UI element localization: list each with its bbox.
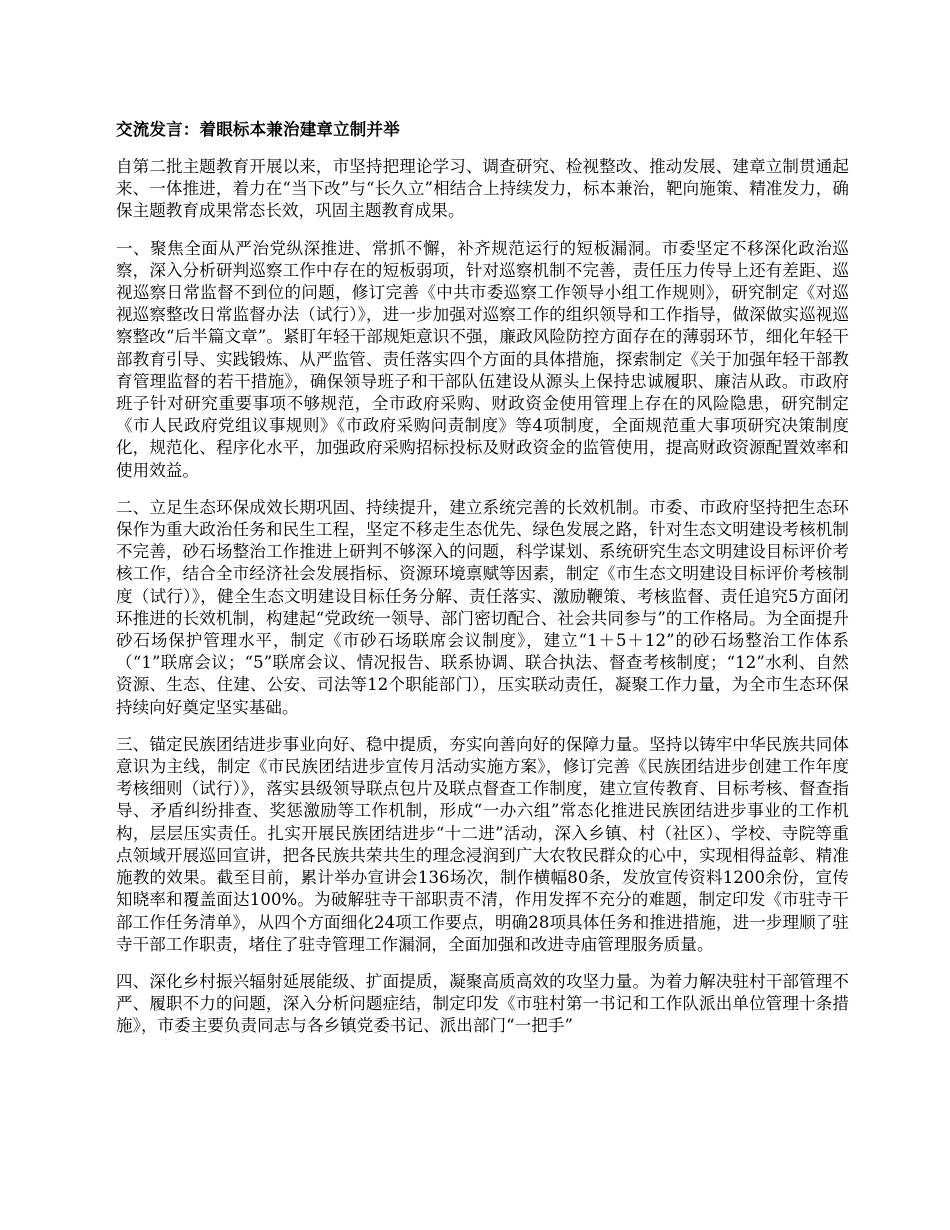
document-title: 交流发言：着眼标本兼治建章立制并举 [116,120,400,139]
paragraph-section-4: 四、深化乡村振兴辐射延展能级、扩面提质，凝聚高质高效的攻坚力量。为着力解决驻村干部管理不严、履职不力的问题，深入分析问题症结，制定印发《市驻村第一书记和工作队派出单位管理十条措施》，市委主要负责同志与各乡镇党委书记、派出部门“一把手” [116,971,849,1036]
paragraph-section-2: 二、立足生态环保成效长期巩固、持续提升，建立系统完善的长效机制。市委、市政府坚持把生态环保作为重大政治任务和民生工程，坚定不移走生态优先、绿色发展之路，针对生态文明建设考核机制不完善，砂石场整治工作推进上研判不够深入的问题，科学谋划、系统研究生态文明建设目标评价考核工作，结合全市经济社会发展指标、资源环境禀赋等因素，制定《市生态文明建设目标评价考核制度（试行）》，健全生态文明建设目标任务分解、责任落实、激励鞭策、考核监督、责任追究5方面闭环推进的长效机制，构建起“党政统一领导、部门密切配合、社会共同参与”的工作格局。为全面提升砂石场保护管理水平，制定《市砂石场联席会议制度》，建立“1＋5＋12”的砂石场整治工作体系（“1”联席会议；“5”联席会议、情况报告、联系协调、联合执法、督查考核制度；“12”水利、自然资源、生态、住建、公安、司法等12个职能部门），压实联动责任，凝聚工作力量，为全市生态环保持续向好奠定坚实基础。 [116,497,849,717]
document-page [116,118,849,1053]
paragraph-intro: 自第二批主题教育开展以来，市坚持把理论学习、调查研究、检视整改、推动发展、建章立制贯通起来、一体推进，着力在“当下改”与“长久立”相结合上持续发力，标本兼治，靶向施策、精准发力，确保主题教育成果常态长效，巩固主题教育成果。 [116,157,849,221]
paragraph-section-1: 一、聚焦全面从严治党纵深推进、常抓不懈，补齐规范运行的短板漏洞。市委坚定不移深化政治巡察，深入分析研判巡察工作中存在的短板弱项，针对巡察机制不完善，责任压力传导上还有差距、巡视巡察日常监督不到位的问题，修订完善《中共市委巡察工作领导小组工作规则》，研究制定《对巡视巡察整改日常监督办法（试行）》，进一步加强对巡察工作的组织领导和工作指导，做深做实巡视巡察整改“后半篇文章”。紧盯年轻干部规矩意识不强，廉政风险防控方面存在的薄弱环节，细化年轻干部教育引导、实践锻炼、从严监管、责任落实四个方面的具体措施，探索制定《关于加强年轻干部教育管理监督的若干措施》，确保领导班子和干部队伍建设从源头上保持忠诚履职、廉洁从政。市政府班子针对研究重要事项不够规范，全市政府采购、财政资金使用管理上存在的风险隐患，研究制定《市人民政府党组议事规则》《市政府采购问责制度》等4项制度，全面规范重大事项研究决策制度化，规范化、程序化水平，加强政府采购招标投标及财政资金的监管使用，提高财政资源配置效率和使用效益。 [116,238,849,480]
paragraph-section-3: 三、锚定民族团结进步事业向好、稳中提质，夯实向善向好的保障力量。坚持以铸牢中华民族共同体意识为主线，制定《市民族团结进步宣传月活动实施方案》，修订完善《民族团结进步创建工作年度考核细则（试行）》，落实县级领导联点包片及联点督查工作制度，建立宣传教育、目标考核、督查指导、矛盾纠纷排查、奖惩激励等工作机制，形成“一办六组”常态化推进民族团结进步事业的工作机构，层层压实责任。扎实开展民族团结进步“十二进”活动，深入乡镇、村（社区）、学校、寺院等重点领域开展巡回宣讲，把各民族共荣共生的理念浸润到广大农牧民群众的心中，实现相得益彰、精准施教的效果。截至目前，累计举办宣讲会136场次，制作横幅80条，发放宣传资料1200余份，宣传知晓率和覆盖面达100%。为破解驻寺干部职责不清，作用发挥不充分的难题，制定印发《市驻寺干部工作任务清单》，从四个方面细化24项工作要点，明确28项具体任务和推进措施，进一步理顺了驻寺干部工作职责，堵住了驻寺管理工作漏洞，全面加强和改进寺庙管理服务质量。 [116,734,849,954]
